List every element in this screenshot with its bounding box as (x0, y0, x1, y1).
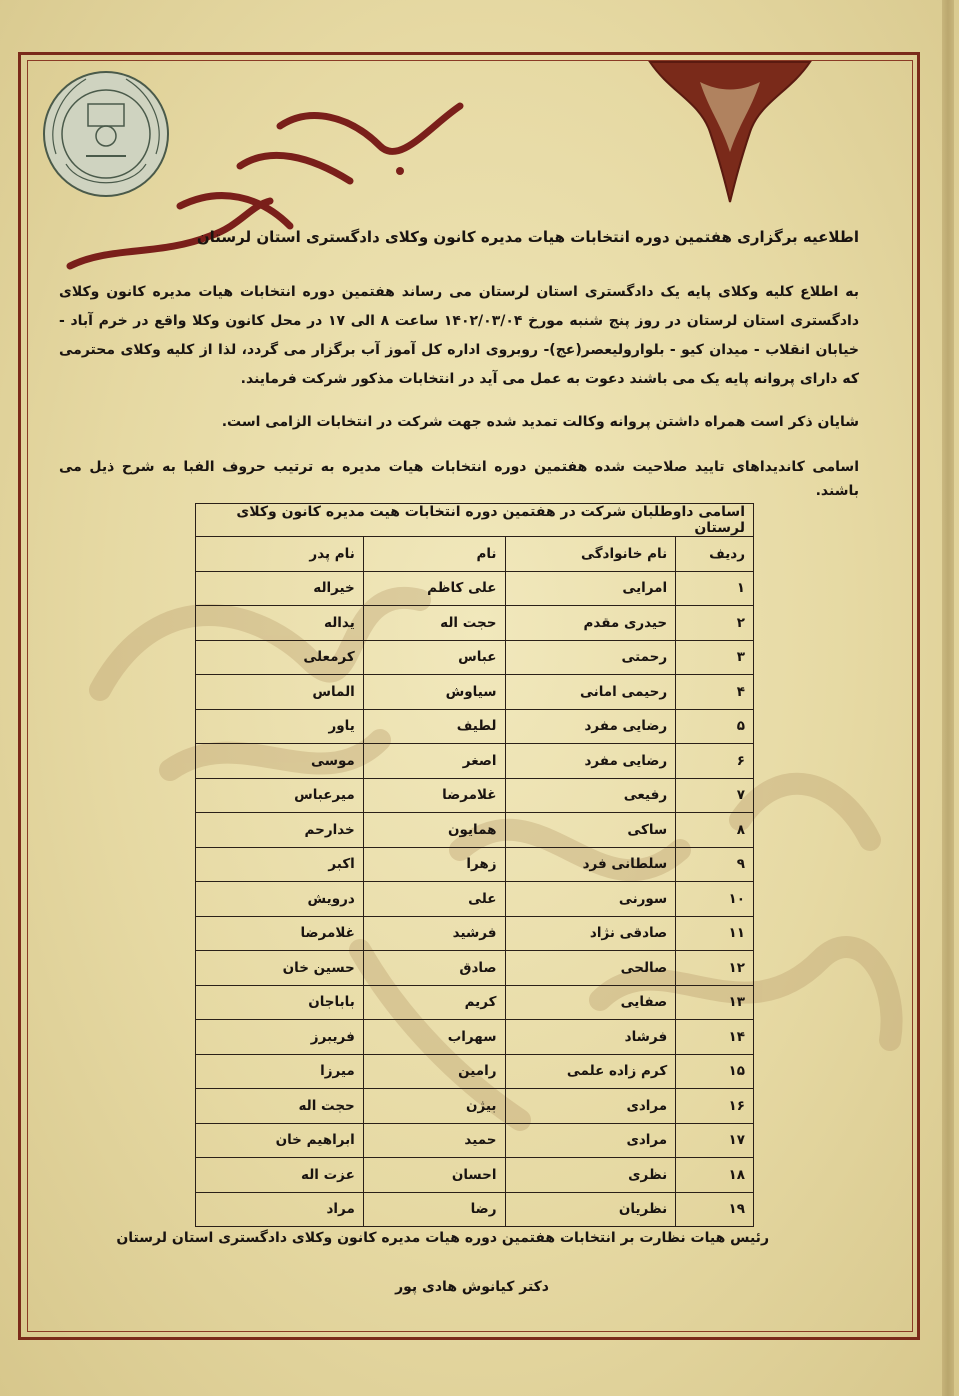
cell-row-number: ۱۷ (676, 1123, 754, 1158)
table-row (196, 744, 754, 779)
header-first-name: نام (363, 537, 505, 572)
cell-father-name: فریبرز (196, 1020, 364, 1055)
cell-row-number: ۱۱ (676, 916, 754, 951)
cell-father-name: خیراله (196, 571, 364, 606)
edge-shade (942, 0, 954, 1396)
license-notice: شایان ذکر است همراه داشتن پروانه وکالت تمدید شده جهت شرکت در انتخابات الزامی است. (221, 414, 859, 430)
cell-father-name: خدارحم (196, 813, 364, 848)
cell-first-name: علی (363, 882, 505, 917)
cell-last-name: صفایی (505, 985, 676, 1020)
cell-father-name: یداله (196, 606, 364, 641)
signatory-title: رئیس هیات نظارت بر انتخابات هفتمین دوره هیات مدیره کانون وکلای دادگستری استان لرستان (116, 1230, 769, 1246)
table-row (196, 1089, 754, 1124)
cell-row-number: ۱۰ (676, 882, 754, 917)
cell-last-name: کرم زاده علمی (505, 1054, 676, 1089)
cell-father-name: میرعباس (196, 778, 364, 813)
header-father-name: نام پدر (196, 537, 364, 572)
cell-row-number: ۱ (676, 571, 754, 606)
cell-row-number: ۵ (676, 709, 754, 744)
cell-father-name: حجت اله (196, 1089, 364, 1124)
cell-first-name: لطیف (363, 709, 505, 744)
table-row (196, 1158, 754, 1193)
cell-last-name: مرادی (505, 1089, 676, 1124)
cell-first-name: صادق (363, 951, 505, 986)
cell-first-name: سیاوش (363, 675, 505, 710)
signatory-name: دکتر کیانوش هادی پور (395, 1279, 549, 1295)
cell-first-name: احسان (363, 1158, 505, 1193)
announcement-body: به اطلاع کلیه وکلای پایه یک دادگستری استان لرستان می رساند هفتمین دوره انتخابات هیات مدیره کانون وکلای دادگستری استان لرستان در روز پنج شنبه مورخ ۱۴۰۲/۰۳/۰۴ ساعت ۸ الی ۱۷ در محل کانون وکلا واقع در خرم آباد - خیابان انقلاب - میدان کیو - بلوارولیعصر(عج)- روبروی اداره کل آموز آب برگزار می گردد، لذا از کلیه وکلای محترمی که دارای پروانه پایه یک می باشند دعوت به عمل می آید در انتخابات مذکور شرکت فرمایند. (59, 284, 860, 387)
cell-father-name: مراد (196, 1192, 364, 1227)
cell-last-name: صادقی نژاد (505, 916, 676, 951)
table-row (196, 882, 754, 917)
cell-first-name: حمید (363, 1123, 505, 1158)
logo-calligraphy (50, 86, 490, 286)
cell-last-name: مرادی (505, 1123, 676, 1158)
cell-father-name: یاور (196, 709, 364, 744)
table-caption: اسامی داوطلبان شرکت در هفتمین دوره انتخابات هیت مدیره کانون وکلای لرستان (196, 504, 754, 537)
cell-first-name: رضا (363, 1192, 505, 1227)
cell-row-number: ۸ (676, 813, 754, 848)
table-row (196, 1192, 754, 1227)
cell-father-name: کرمعلی (196, 640, 364, 675)
cell-father-name: درویش (196, 882, 364, 917)
cell-last-name: سلطانی فرد (505, 847, 676, 882)
table-row (196, 985, 754, 1020)
cell-row-number: ۳ (676, 640, 754, 675)
table-row (196, 1054, 754, 1089)
cell-last-name: رفیعی (505, 778, 676, 813)
cell-father-name: الماس (196, 675, 364, 710)
cell-first-name: حجت اله (363, 606, 505, 641)
cell-last-name: سورنی (505, 882, 676, 917)
table-row (196, 709, 754, 744)
header-row-number: ردیف (676, 537, 754, 572)
cell-last-name: نظریان (505, 1192, 676, 1227)
announcement-heading: اطلاعیه برگزاری هفتمین دوره انتخابات هیات مدیره کانون وکلای دادگستری استان لرستان (196, 228, 859, 246)
top-ornament (640, 52, 820, 212)
cell-first-name: همایون (363, 813, 505, 848)
cell-row-number: ۴ (676, 675, 754, 710)
cell-father-name: باباجان (196, 985, 364, 1020)
table-row (196, 1020, 754, 1055)
cell-last-name: رحیمی امانی (505, 675, 676, 710)
candidates-table (195, 503, 754, 1227)
table-row (196, 1123, 754, 1158)
cell-last-name: رضایی مفرد (505, 744, 676, 779)
table-row (196, 813, 754, 848)
table-row (196, 778, 754, 813)
cell-last-name: صالحی (505, 951, 676, 986)
cell-last-name: رحمتی (505, 640, 676, 675)
cell-row-number: ۱۹ (676, 1192, 754, 1227)
cell-father-name: ابراهیم خان (196, 1123, 364, 1158)
cell-father-name: حسین خان (196, 951, 364, 986)
cell-father-name: غلامرضا (196, 916, 364, 951)
cell-first-name: عباس (363, 640, 505, 675)
cell-last-name: ساکی (505, 813, 676, 848)
cell-father-name: میرزا (196, 1054, 364, 1089)
cell-father-name: اکبر (196, 847, 364, 882)
cell-first-name: بیژن (363, 1089, 505, 1124)
cell-first-name: سهراب (363, 1020, 505, 1055)
cell-last-name: فرشاد (505, 1020, 676, 1055)
cell-row-number: ۱۸ (676, 1158, 754, 1193)
cell-row-number: ۱۶ (676, 1089, 754, 1124)
cell-first-name: اصغر (363, 744, 505, 779)
table-header-row (196, 537, 754, 572)
cell-father-name: موسی (196, 744, 364, 779)
table-row (196, 640, 754, 675)
cell-last-name: امرایی (505, 571, 676, 606)
cell-first-name: رامین (363, 1054, 505, 1089)
header-last-name: نام خانوادگی (505, 537, 676, 572)
cell-row-number: ۱۴ (676, 1020, 754, 1055)
cell-first-name: غلامرضا (363, 778, 505, 813)
cell-first-name: زهرا (363, 847, 505, 882)
table-row (196, 951, 754, 986)
cell-last-name: نظری (505, 1158, 676, 1193)
cell-row-number: ۱۲ (676, 951, 754, 986)
cell-row-number: ۲ (676, 606, 754, 641)
cell-row-number: ۱۵ (676, 1054, 754, 1089)
cell-last-name: حیدری مقدم (505, 606, 676, 641)
cell-first-name: علی کاظم (363, 571, 505, 606)
cell-last-name: رضایی مفرد (505, 709, 676, 744)
cell-father-name: عزت اله (196, 1158, 364, 1193)
cell-row-number: ۹ (676, 847, 754, 882)
table-row (196, 847, 754, 882)
cell-row-number: ۱۳ (676, 985, 754, 1020)
table-row (196, 606, 754, 641)
candidates-intro: اسامی کاندیداهای تایید صلاحیت شده هفتمین دوره انتخابات هیات مدیره به ترتیب حروف الفبا به شرح ذیل می باشند. (59, 459, 859, 499)
cell-row-number: ۷ (676, 778, 754, 813)
table-row (196, 675, 754, 710)
table-row (196, 571, 754, 606)
cell-row-number: ۶ (676, 744, 754, 779)
table-row (196, 916, 754, 951)
cell-first-name: کریم (363, 985, 505, 1020)
cell-first-name: فرشید (363, 916, 505, 951)
